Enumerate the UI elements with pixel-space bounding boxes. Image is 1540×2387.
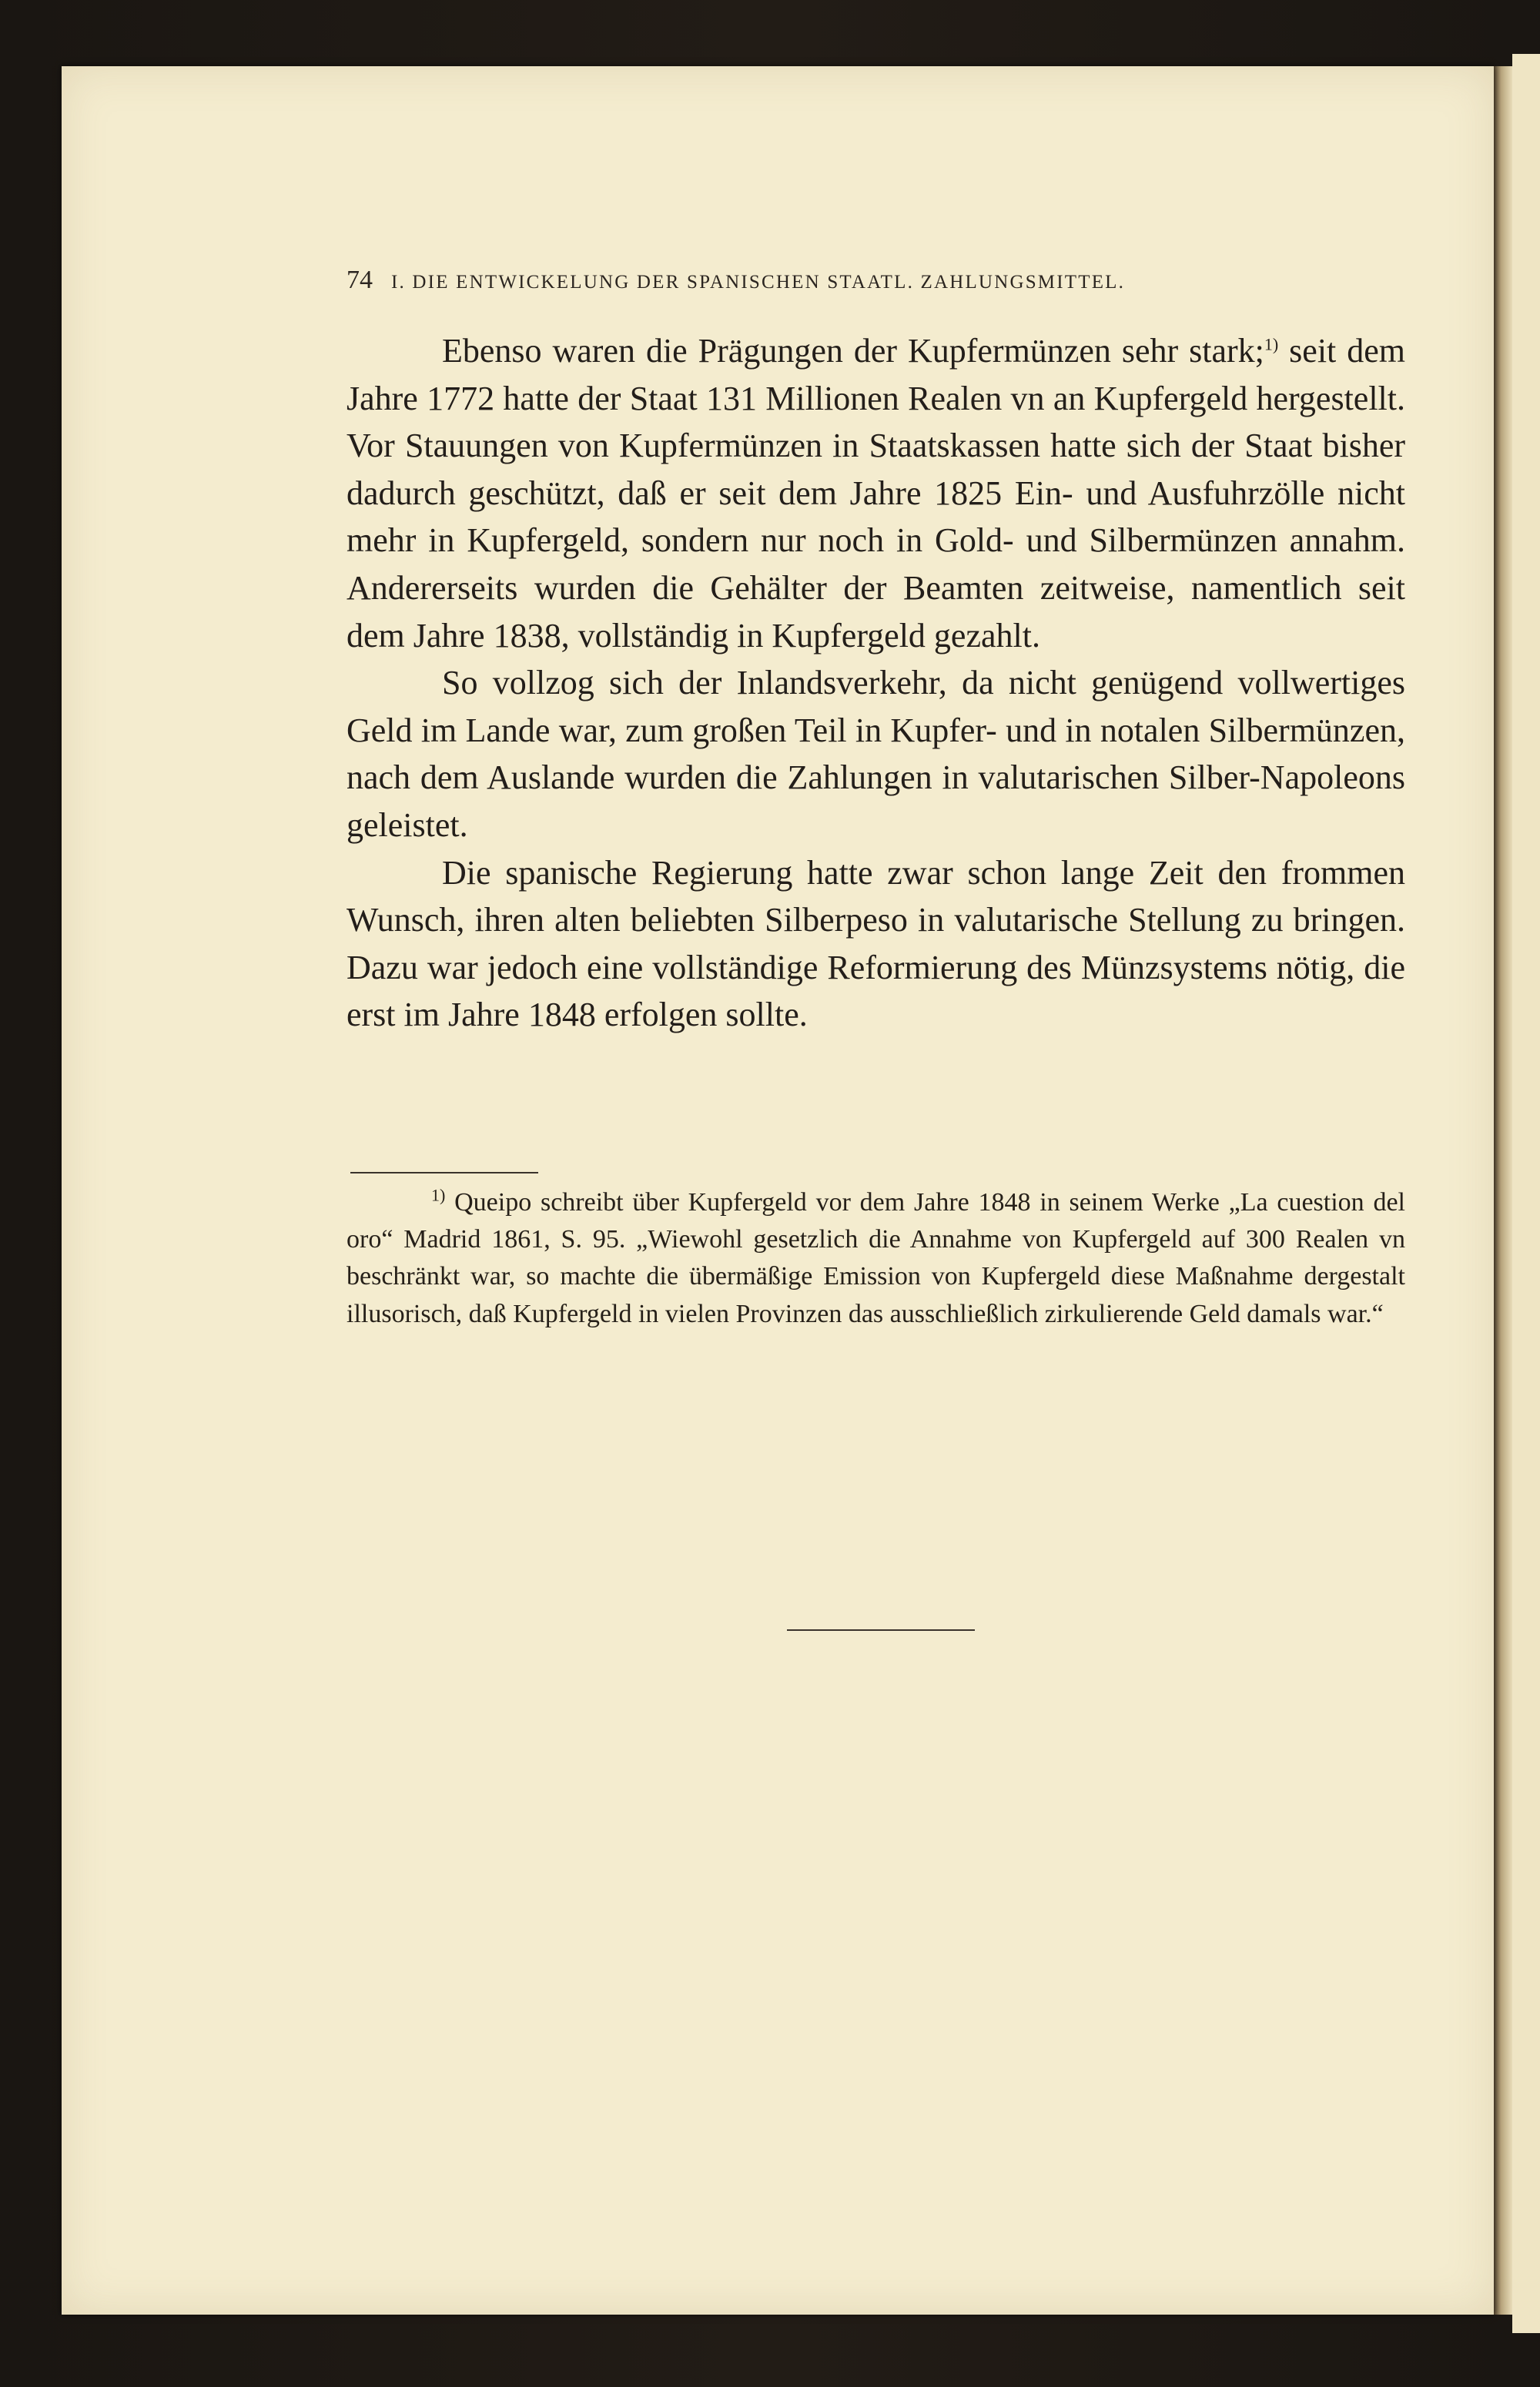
running-title: I. DIE ENTWICKELUNG DER SPANISCHEN STAATL. ZAHLUNGSMITTEL. [391,272,1126,293]
footnote-mark: 1) [431,1185,446,1205]
paragraph-2: So vollzog sich der Inlandsverkehr, da nicht genügend vollwertiges Geld im Lande war, zum großen Teil in Kupfer- und in notalen Silbermünzen, nach dem Auslande wurden die Zahlungen in valutarischen Silber-Napoleons geleistet. [346,664,1405,844]
next-page-edge [1512,54,1540,2333]
paragraph-1 [346,327,1405,659]
footnote-text: Queipo schreibt über Kupfergeld vor dem Jahre 1848 in seinem Werke „La cuestion del oro“ Madrid 1861, S. 95. „Wiewohl gesetzlich die Annahme von Kupfergeld auf 300 Realen vn beschränkt war, so machte die übermäßige Emission von Kupfergeld diese Maßnahme dergestalt illusorisch, daß Kupfergeld in vielen Provinzen das ausschließlich zirkulierende Geld damals war.“ [346,1188,1405,1328]
footnote-reference: 1) [1264,334,1279,354]
running-head [346,266,1378,300]
paragraph-1-text-after-note: seit dem Jahre 1772 hatte der Staat 131 Millionen Realen vn an Kupfergeld hergestellt. Vor Stauungen von Kupfermünzen in Staatskassen hatte sich der Staat bisher dadurch geschützt, daß er seit dem Jahre 1825 Ein- und Ausfuhrzölle nicht mehr in Kupfergeld, sondern nur noch in Gold- und Silbermünzen annahm. Andererseits wurden die Gehälter der Beamten zeitweise, namentlich seit dem Jahre 1838, vollständig in Kupfergeld gezahlt. [346,332,1405,654]
paragraph-1-text-before-note: Ebenso waren die Prägungen der Kupfermünzen sehr stark; [442,332,1264,370]
end-rule [787,1629,975,1631]
book-gutter [1494,66,1512,2315]
footnote-paragraph [346,1184,1405,1333]
page-number: 74 [346,266,373,294]
body-text [346,327,1405,1039]
paragraph-3: Die spanische Regierung hatte zwar schon lange Zeit den frommen Wunsch, ihren alten beliebten Silberpeso in valutarische Stellung zu bringen. Dazu war jedoch eine vollständige Reformierung des Münzsystems nötig, die erst im Jahre 1848 erfolgen sollte. [346,853,1405,1034]
footnote-rule [350,1172,538,1173]
footnote [346,1184,1405,1333]
